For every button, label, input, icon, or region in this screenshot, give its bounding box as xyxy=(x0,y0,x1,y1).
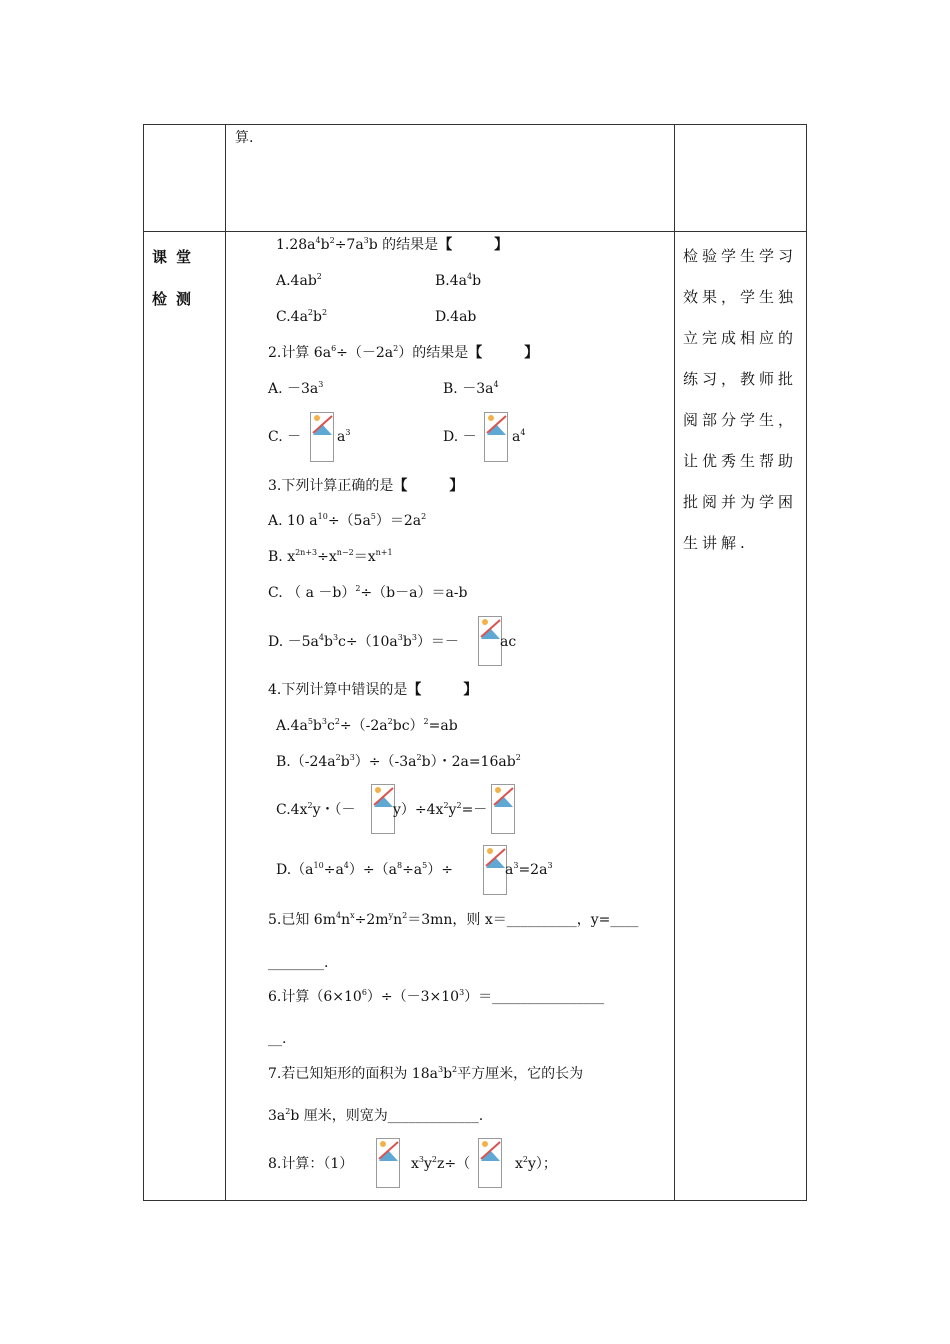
q2-option-a: A. $-3a^3$ xyxy=(268,380,324,397)
q3-option-d-tail: ac xyxy=(500,634,517,650)
broken-image-icon xyxy=(376,1138,400,1188)
q6-line2: __. xyxy=(268,1031,287,1047)
q2-option-c: C. － xyxy=(268,429,302,445)
q4-option-d-tail: $a^3=2a^3$ xyxy=(505,861,553,878)
q1-option-a: $A.4ab^2$ xyxy=(276,272,322,289)
broken-image-icon xyxy=(491,784,515,834)
q1-option-b: $B.4a^4b$ xyxy=(435,272,482,289)
broken-image-icon xyxy=(483,845,507,895)
q4-stem: 4.下列计算中错误的是【 】 xyxy=(268,682,478,698)
top-row-text: 算. xyxy=(235,130,254,146)
q3-option-b: B. $x^{2n+3}\div x^{n-2}=x^{n+1}$ xyxy=(268,548,393,565)
q1-stem: $1.28a^4b^2\div 7a^3b$ 的结果是【 】 xyxy=(276,236,509,253)
broken-image-icon xyxy=(371,784,395,834)
table-row-divider xyxy=(143,231,807,232)
q2-option-d-tail: $a^4$ xyxy=(512,428,526,445)
table-border-left xyxy=(143,124,144,1201)
broken-image-icon xyxy=(478,1138,502,1188)
q4-option-a: $A.4a^5b^3c^2\div(-2a^2bc)^2=ab$ xyxy=(276,717,458,734)
q3-option-c: C. （ a －b）$^2$÷（b－a）＝a-b xyxy=(268,584,468,601)
q2-stem: 2.计算 $6a^6\div(-2a^2)$的结果是【 】 xyxy=(268,344,539,361)
q4-option-c-mid: $y)\div 4x^2y^2=-$ xyxy=(393,801,488,818)
section-label: 课堂检测 xyxy=(152,248,201,308)
q4-option-d: $D.(a^{10}\div a^4)\div(a^8\div a^5)\div$ xyxy=(276,861,453,878)
q4-option-b: $B.(-24a^2b^3)\div(-3a^2b)$・$2a=16ab^2$ xyxy=(276,753,521,770)
teacher-note: 检验学生学习效果，学生独立完成相应的练习，教师批阅部分学生，让优秀生帮助批阅并为学困生讲解. xyxy=(683,247,798,552)
q5-line2: ________. xyxy=(268,955,329,971)
table-border-right xyxy=(806,124,807,1201)
q8-tail: $x^2y$）； xyxy=(515,1155,557,1172)
q2-option-c-tail: $a^3$ xyxy=(337,428,351,445)
q7-line2: $3a^2b$ 厘米，则宽为_____________. xyxy=(268,1107,484,1124)
table-border-bottom xyxy=(143,1200,807,1201)
table-divider-1 xyxy=(225,124,226,1201)
table-divider-2 xyxy=(674,124,675,1201)
q4-option-c: $C.4x^2y$・（－ xyxy=(276,801,356,818)
q8-mid: $x^3y^2z\div$（ xyxy=(411,1155,471,1172)
q7-line1: 7.若已知矩形的面积为 $18a^3b^2$平方厘米，它的长为 xyxy=(268,1065,584,1082)
broken-image-icon xyxy=(310,412,334,462)
q1-option-c: $C.4a^2b^2$ xyxy=(276,308,328,325)
q3-option-a: A. 10 $a^{10}\div(5a^5)=2a^2$ xyxy=(268,512,427,529)
q3-option-d: D. $-5a^4b^3c\div(10a^3b^3)=-$ xyxy=(268,633,459,650)
broken-image-icon xyxy=(484,412,508,462)
q2-option-d: D. － xyxy=(443,429,477,445)
q5-line1: 5.已知 $6m^4n^x\div 2m^yn^2=3mn$，则 x＝__________，y=____ xyxy=(268,911,639,928)
q3-stem: 3.下列计算正确的是【 】 xyxy=(268,478,464,494)
q8-line1: 8.计算：（1） xyxy=(268,1156,354,1172)
broken-image-icon xyxy=(478,616,502,666)
q6-line1: 6.计算$(6\times 10^6)\div(-3\times 10^3)=\_\_\_\_\_\_\_\_\_\_\_\_\_\_\_\_$ xyxy=(268,988,605,1005)
q1-option-d: D.4ab xyxy=(435,309,477,325)
q2-option-b: B. $-3a^4$ xyxy=(443,380,499,397)
table-border-top xyxy=(143,124,807,125)
